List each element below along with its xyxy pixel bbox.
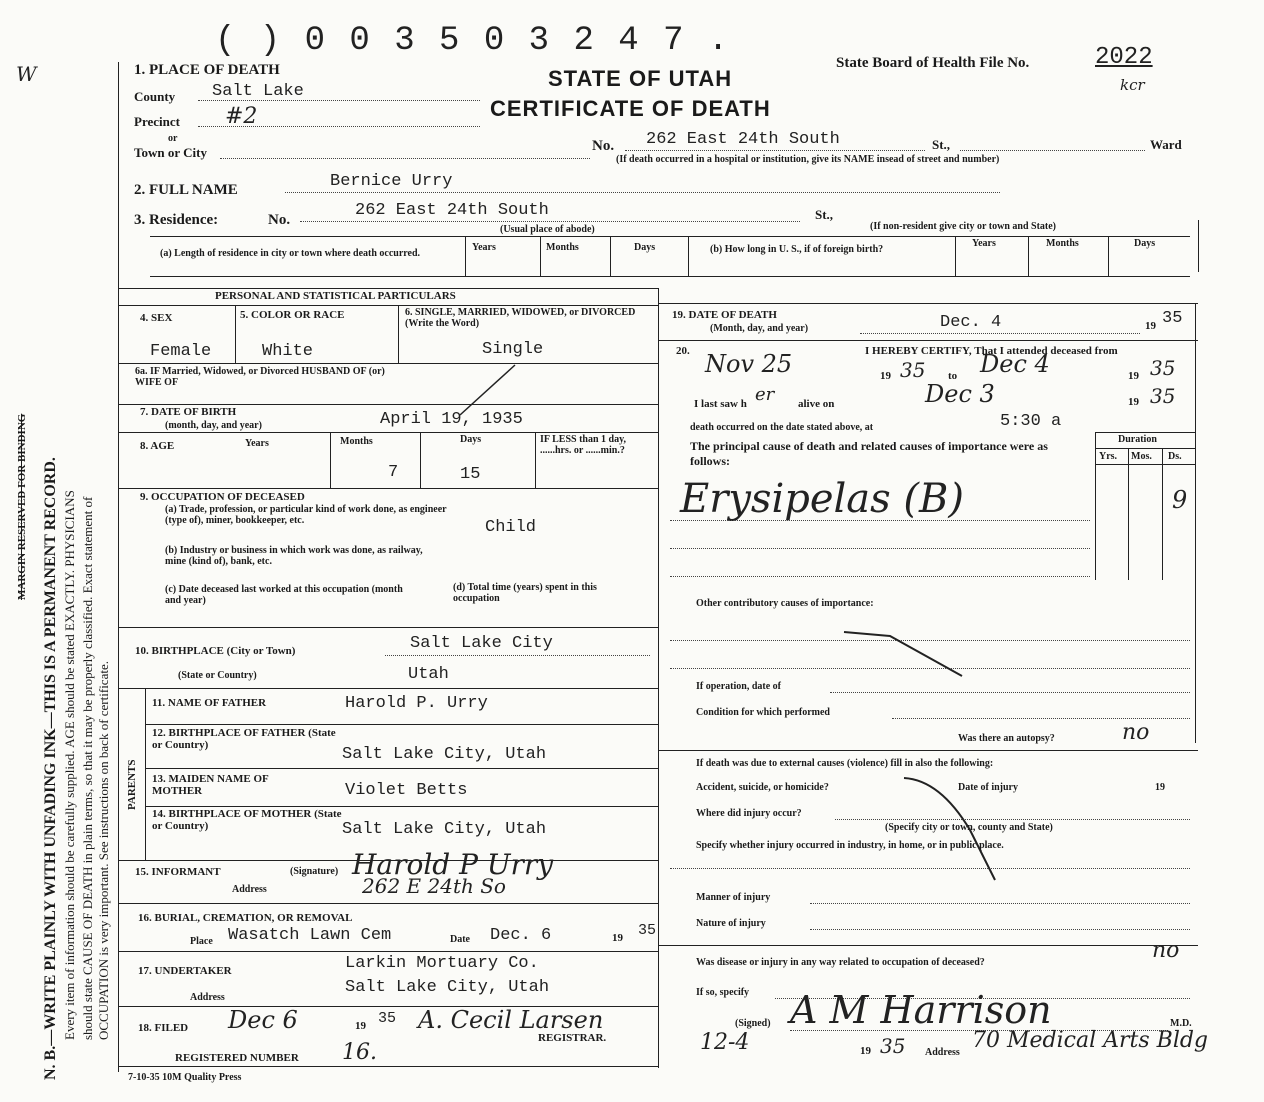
mother-label: 13. MAIDEN NAME OF MOTHER (152, 773, 269, 797)
attended-to: Dec 4 (980, 350, 1050, 378)
place-of-death-label: 1. PLACE OF DEATH (134, 62, 280, 78)
nature-label: Nature of injury (696, 918, 766, 929)
printer-note: 7-10-35 10M Quality Press (128, 1072, 242, 1083)
registrar-label: REGISTRAR. (538, 1032, 607, 1044)
cause-of-death: Erysipelas (B) (680, 476, 965, 522)
place-no-label: No. (592, 138, 615, 154)
occ-d-label: (d) Total time (years) spent in this occupation (453, 582, 597, 604)
res-months-label: Months (546, 242, 579, 253)
margin-reserved: MARGIN RESERVED FOR BINDING (16, 413, 28, 600)
certificate-serial: ( ) 0 0 3 5 0 3 2 4 7 . (215, 22, 731, 60)
autopsy-answer: no (1122, 720, 1150, 745)
parents-label: PARENTS (126, 759, 138, 810)
reg-number-label: REGISTERED NUMBER (175, 1052, 299, 1064)
external-strike (900, 770, 1020, 890)
dod-year-prefix: 19 (1145, 320, 1156, 332)
father-label: 11. NAME OF FATHER (152, 697, 267, 709)
residence-label: 3. Residence: (134, 212, 219, 228)
ward-label: Ward (1150, 137, 1182, 152)
spouse-label: 6a. IF Married, Widowed, or Divorced HUSBAND OF (or) WIFE OF (135, 366, 385, 388)
file-no-value: 2022 (1095, 44, 1153, 71)
contributory-strike (840, 624, 970, 684)
county-label: County (134, 89, 176, 104)
certify-text: I HEREBY CERTIFY, That I attended deceased from (865, 345, 1118, 357)
certificate-title: CERTIFICATE OF DEATH (490, 96, 771, 121)
occupation-related-answer: no (1152, 938, 1180, 963)
occupation-related-label: Was disease or injury in any way related to occupation of deceased? (696, 957, 985, 968)
dob-value: April 19, 1935 (380, 410, 523, 429)
burial-place: Wasatch Lawn Cem (228, 926, 392, 945)
external-causes-label: If death was due to external causes (violence) fill in also the following: (696, 758, 994, 769)
duration-label: Duration (1118, 434, 1157, 445)
last-year-prefix: 19 (1128, 396, 1139, 408)
full-name-label: 2. FULL NAME (134, 182, 238, 198)
occ-a-label: (a) Trade, profession, or particular kind of work done, as engineer (type of), miner, bookkeeper, etc. (165, 504, 447, 526)
last-saw-label: I last saw h (694, 398, 747, 410)
county-value: Salt Lake (212, 82, 304, 101)
reg-number: 16. (342, 1040, 377, 1065)
sex-value: Female (150, 342, 212, 361)
informant-sig-label: (Signature) (290, 866, 339, 877)
res-days-label: Days (634, 242, 656, 253)
file-no-note: kcr (1120, 76, 1145, 94)
father-bp-value: Salt Lake City, Utah (342, 745, 547, 764)
informant-address-label: Address (232, 884, 267, 895)
undertaker-address-label: Address (190, 992, 225, 1003)
burial-date-label: Date (450, 934, 470, 945)
hospital-note: (If death occurred in a hospital or institution, give its NAME insead of street and number) (616, 154, 1000, 165)
sig-year: 35 (880, 1034, 906, 1058)
burial-label: 16. BURIAL, CREMATION, OR REMOVAL (138, 912, 353, 924)
condition-label: Condition for which performed (696, 707, 830, 718)
occ-b-label: (b) Industry or business in which work was done, as railway, mine (kind of), bank, etc. (165, 545, 423, 567)
length-a-label: (a) Length of residence in city or town where death occurred. (160, 248, 421, 259)
specify-whether-label: Specify whether injury occurred in industry, in home, or in public place. (696, 840, 1004, 851)
res-years-label: Years (472, 242, 496, 253)
undertaker-label: 17. UNDERTAKER (138, 965, 232, 977)
residence-value: 262 East 24th South (355, 201, 549, 220)
filed-year-prefix: 19 (355, 1020, 366, 1032)
last-year: 35 (1150, 384, 1176, 408)
duration-ds: Ds. (1168, 451, 1182, 462)
dod-sub: (Month, day, and year) (710, 323, 809, 334)
filed-label: 18. FILED (138, 1022, 189, 1034)
dod-value: Dec. 4 (940, 313, 1002, 332)
dod-year: 35 (1162, 309, 1183, 328)
age-label: 8. AGE (140, 440, 175, 452)
us-days-label: Days (1134, 238, 1156, 249)
mother-bp-value: Salt Lake City, Utah (342, 820, 547, 839)
occ-c-label: (c) Date deceased last worked at this occupation (month and year) (165, 584, 403, 606)
death-occurred-label: death occurred on the date stated above, at (690, 422, 874, 433)
autopsy-label: Was there an autopsy? (958, 733, 1055, 744)
residence-st-label: St., (815, 207, 834, 222)
burial-year-prefix: 19 (612, 932, 623, 944)
birthplace-city: Salt Lake City (410, 634, 553, 653)
from-year-prefix: 19 (880, 370, 891, 382)
state-title: STATE OF UTAH (548, 66, 733, 91)
us-months-label: Months (1046, 238, 1079, 249)
filed-year: 35 (378, 1010, 397, 1027)
occupation-label: 9. OCCUPATION OF DECEASED (140, 491, 305, 503)
age-years-label: Years (245, 438, 269, 449)
length-b-label: (b) How long in U. S., if of foreign birth? (710, 244, 884, 255)
informant-signature: Harold P Urry (352, 848, 554, 881)
birthplace-state-label: (State or Country) (178, 670, 257, 681)
informant-address: 262 E 24th So (362, 874, 506, 898)
age-months-label: Months (340, 436, 373, 447)
mother-bp-label: 14. BIRTHPLACE OF MOTHER (State or Country) (152, 808, 342, 832)
margin-note-2: Every item of information should be carefully supplied. AGE should be stated EXACTLY. PHYSICIANS (62, 490, 77, 1040)
margin-note-4: OCCUPATION is very important. See instructions on back of certificate. (96, 661, 111, 1040)
physician-signature: A M Harrison (790, 988, 1052, 1032)
operation-label: If operation, date of (696, 681, 781, 692)
if-so-label: If so, specify (696, 987, 750, 998)
father-bp-label: 12. BIRTHPLACE OF FATHER (State or Country) (152, 727, 336, 751)
last-saw-date: Dec 3 (925, 380, 995, 408)
signed-label: (Signed) (735, 1018, 771, 1029)
sex-label: 4. SEX (140, 312, 173, 324)
precinct-label: Precinct (134, 114, 180, 129)
birthplace-state: Utah (408, 665, 449, 684)
contributory-label: Other contributory causes of importance: (696, 598, 874, 609)
last-saw-hw: er (755, 384, 775, 405)
place-st-label: St., (932, 137, 951, 152)
burial-place-label: Place (190, 936, 213, 947)
residence-no-label: No. (268, 212, 291, 228)
less-label: IF LESS than 1 day, ......hrs. or ......min.? (540, 434, 627, 456)
father-value: Harold P. Urry (345, 694, 488, 713)
mother-value: Violet Betts (345, 781, 468, 800)
to-year-prefix: 19 (1128, 370, 1139, 382)
certify-number: 20. (676, 345, 690, 357)
nonresident-note: (If non-resident give city or town and State) (870, 221, 1057, 232)
date-injury-label: Date of injury (958, 782, 1018, 793)
registrar-signature: A. Cecil Larsen (418, 1006, 604, 1034)
to-year: 35 (1150, 356, 1176, 380)
from-year: 35 (900, 358, 926, 382)
time-of-death: 5:30 a (1000, 412, 1062, 431)
alive-on-label: alive on (798, 398, 835, 410)
dod-label: 19. DATE OF DEATH (672, 309, 777, 321)
birthplace-label: 10. BIRTHPLACE (City or Town) (135, 645, 296, 657)
personal-section-title: PERSONAL AND STATISTICAL PARTICULARS (215, 290, 456, 302)
age-months-value: 7 (388, 463, 399, 482)
burial-date: Dec. 6 (490, 926, 552, 945)
color-label: 5. COLOR OR RACE (240, 309, 345, 321)
physician-address-label: Address (925, 1047, 960, 1058)
usual-note: (Usual place of abode) (500, 224, 595, 235)
dob-sub: (month, day, and year) (165, 420, 262, 431)
occupation-value: Child (485, 518, 537, 537)
undertaker-address: Salt Lake City, Utah (345, 978, 550, 997)
place-address: 262 East 24th South (646, 130, 840, 149)
full-name-value: Bernice Urry (330, 172, 453, 191)
physician-sig-date: 12-4 (700, 1030, 750, 1055)
duration-mos: Mos. (1131, 451, 1152, 462)
accident-label: Accident, suicide, or homicide? (696, 782, 829, 793)
md-label: M.D. (1170, 1018, 1192, 1029)
undertaker-value: Larkin Mortuary Co. (345, 954, 539, 973)
physician-address: 70 Medical Arts Bldg (972, 1028, 1209, 1053)
principal-cause-label: The principal cause of death and related causes of importance were as follows: (690, 439, 1048, 468)
us-years-label: Years (972, 238, 996, 249)
age-days-value: 15 (460, 465, 481, 484)
duration-days: 9 (1172, 486, 1188, 514)
precinct-value: #2 (225, 104, 258, 129)
file-no-label: State Board of Health File No. (836, 55, 1030, 71)
marital-value: Single (482, 340, 544, 359)
specify-city-label: (Specify city or town, county and State) (885, 822, 1053, 833)
duration-yrs: Yrs. (1099, 451, 1118, 462)
margin-note-3: should state CAUSE OF DEATH in plain terms, so that it may be properly classified. Exact statement of (80, 496, 95, 1040)
where-injury-label: Where did injury occur? (696, 808, 802, 819)
informant-label: 15. INFORMANT (135, 866, 221, 878)
marital-label: 6. SINGLE, MARRIED, WIDOWED, or DIVORCED (Write the Word) (405, 307, 636, 329)
margin-note-1: N. B.—WRITE PLAINLY WITH UNFADING INK—THIS IS A PERMANENT RECORD. (42, 457, 59, 1080)
sig-year-prefix: 19 (860, 1045, 871, 1057)
attended-from: Nov 25 (705, 350, 793, 378)
burial-year: 35 (638, 922, 657, 939)
age-days-label: Days (460, 434, 482, 445)
injury-year-prefix: 19 (1155, 782, 1165, 793)
margin-mark: W (16, 62, 37, 86)
to-label: to (948, 370, 958, 382)
town-label: Town or City (134, 145, 207, 160)
color-value: White (262, 342, 314, 361)
manner-label: Manner of injury (696, 892, 771, 903)
filed-date: Dec 6 (228, 1006, 298, 1034)
dob-label: 7. DATE OF BIRTH (140, 406, 237, 418)
or-label: or (168, 133, 178, 144)
